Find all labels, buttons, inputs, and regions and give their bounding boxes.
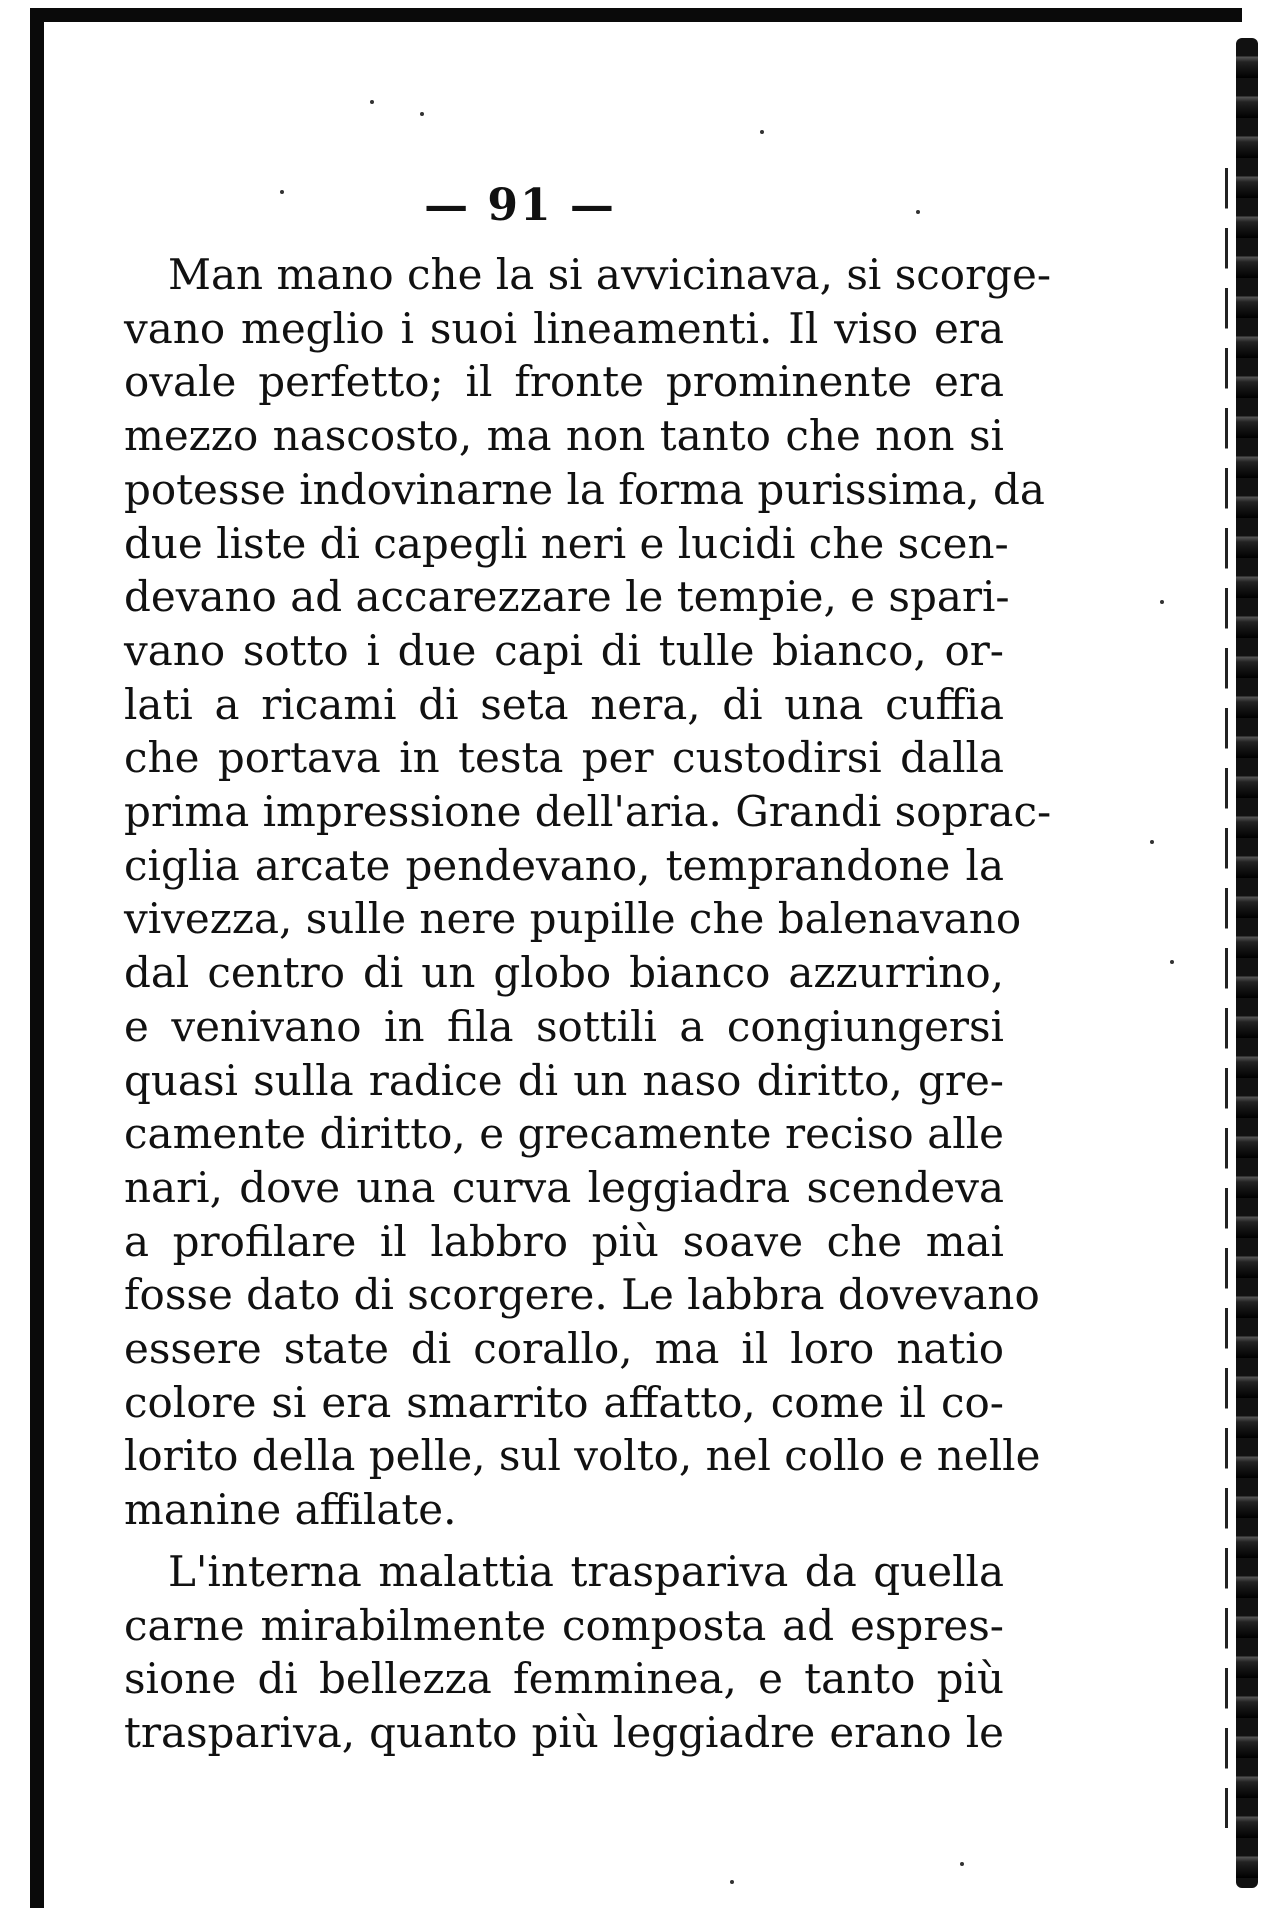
text-line: quasi sulla radice di un naso diritto, gre- <box>124 1055 1004 1105</box>
text-line: lati a ricami di seta nera, di una cuffia <box>124 679 1004 729</box>
page-border-left <box>30 8 44 1908</box>
text-line: a profilare il labbro più soave che mai <box>124 1216 1004 1266</box>
text-line: e venivano in fila sottili a congiungersi <box>124 1001 1004 1051</box>
text-line: fosse dato di scorgere. Le labbra dovevano <box>124 1270 1040 1320</box>
text-line: Man mano che la si avvicinava, si scorge- <box>168 250 1052 299</box>
text-line: essere state di corallo, ma il loro natio <box>124 1324 1004 1374</box>
text-line: vano sotto i due capi di tulle bianco, or- <box>124 625 1004 675</box>
paragraph <box>124 248 1052 1537</box>
text-line: carne mirabilmente composta ad espres- <box>124 1600 1004 1650</box>
scan-speck <box>420 112 424 116</box>
scan-speck <box>760 130 764 134</box>
text-line: ovale perfetto; il fronte prominente era <box>124 357 1004 407</box>
text-line: L'interna malattia traspariva da quella <box>168 1546 1004 1596</box>
page-number: — 91 — <box>424 180 616 231</box>
scan-speck <box>1160 600 1164 604</box>
text-line: dal centro di un globo bianco azzurrino, <box>124 948 1004 998</box>
page-border-top <box>30 8 1242 22</box>
page-edge-shadow <box>1225 168 1228 1828</box>
text-line: camente diritto, e grecamente reciso alle <box>124 1109 1004 1159</box>
scan-speck <box>960 1862 964 1866</box>
text-line: mezzo nascosto, ma non tanto che non si <box>124 411 1004 461</box>
page-border-right <box>1236 38 1258 1888</box>
paragraph <box>124 1545 1004 1760</box>
text-line: devano ad accarezzare le tempie, e spari- <box>124 572 1010 622</box>
text-line: colore si era smarrito affatto, come il co- <box>124 1377 1004 1427</box>
text-line: vivezza, sulle nere pupille che balenavano <box>124 894 1022 944</box>
text-line: traspariva, quanto più leggiadre erano le <box>124 1707 1004 1757</box>
text-line: prima impressione dell'aria. Grandi soprac- <box>124 787 1052 837</box>
text-line: potesse indovinarne la forma purissima, da <box>124 464 1045 514</box>
scan-speck <box>370 100 374 104</box>
paragraph-spacer <box>124 1537 1004 1545</box>
text-line: vano meglio i suoi lineamenti. Il viso era <box>124 303 1004 353</box>
text-line: manine affilate. <box>124 1485 457 1535</box>
text-line: che portava in testa per custodirsi dalla <box>124 733 1004 783</box>
scan-speck <box>1170 960 1174 964</box>
text-line: due liste di capegli neri e lucidi che scen- <box>124 518 1009 568</box>
text-line: sione di bellezza femminea, e tanto più <box>124 1654 1004 1704</box>
text-line: nari, dove una curva leggiadra scendeva <box>124 1162 1004 1212</box>
body-text <box>124 248 1052 1760</box>
text-line: lorito della pelle, sul volto, nel collo e nelle <box>124 1431 1041 1481</box>
text-line: ciglia arcate pendevano, temprandone la <box>124 840 1004 890</box>
scan-speck <box>730 1880 734 1884</box>
scan-speck <box>1150 840 1154 844</box>
